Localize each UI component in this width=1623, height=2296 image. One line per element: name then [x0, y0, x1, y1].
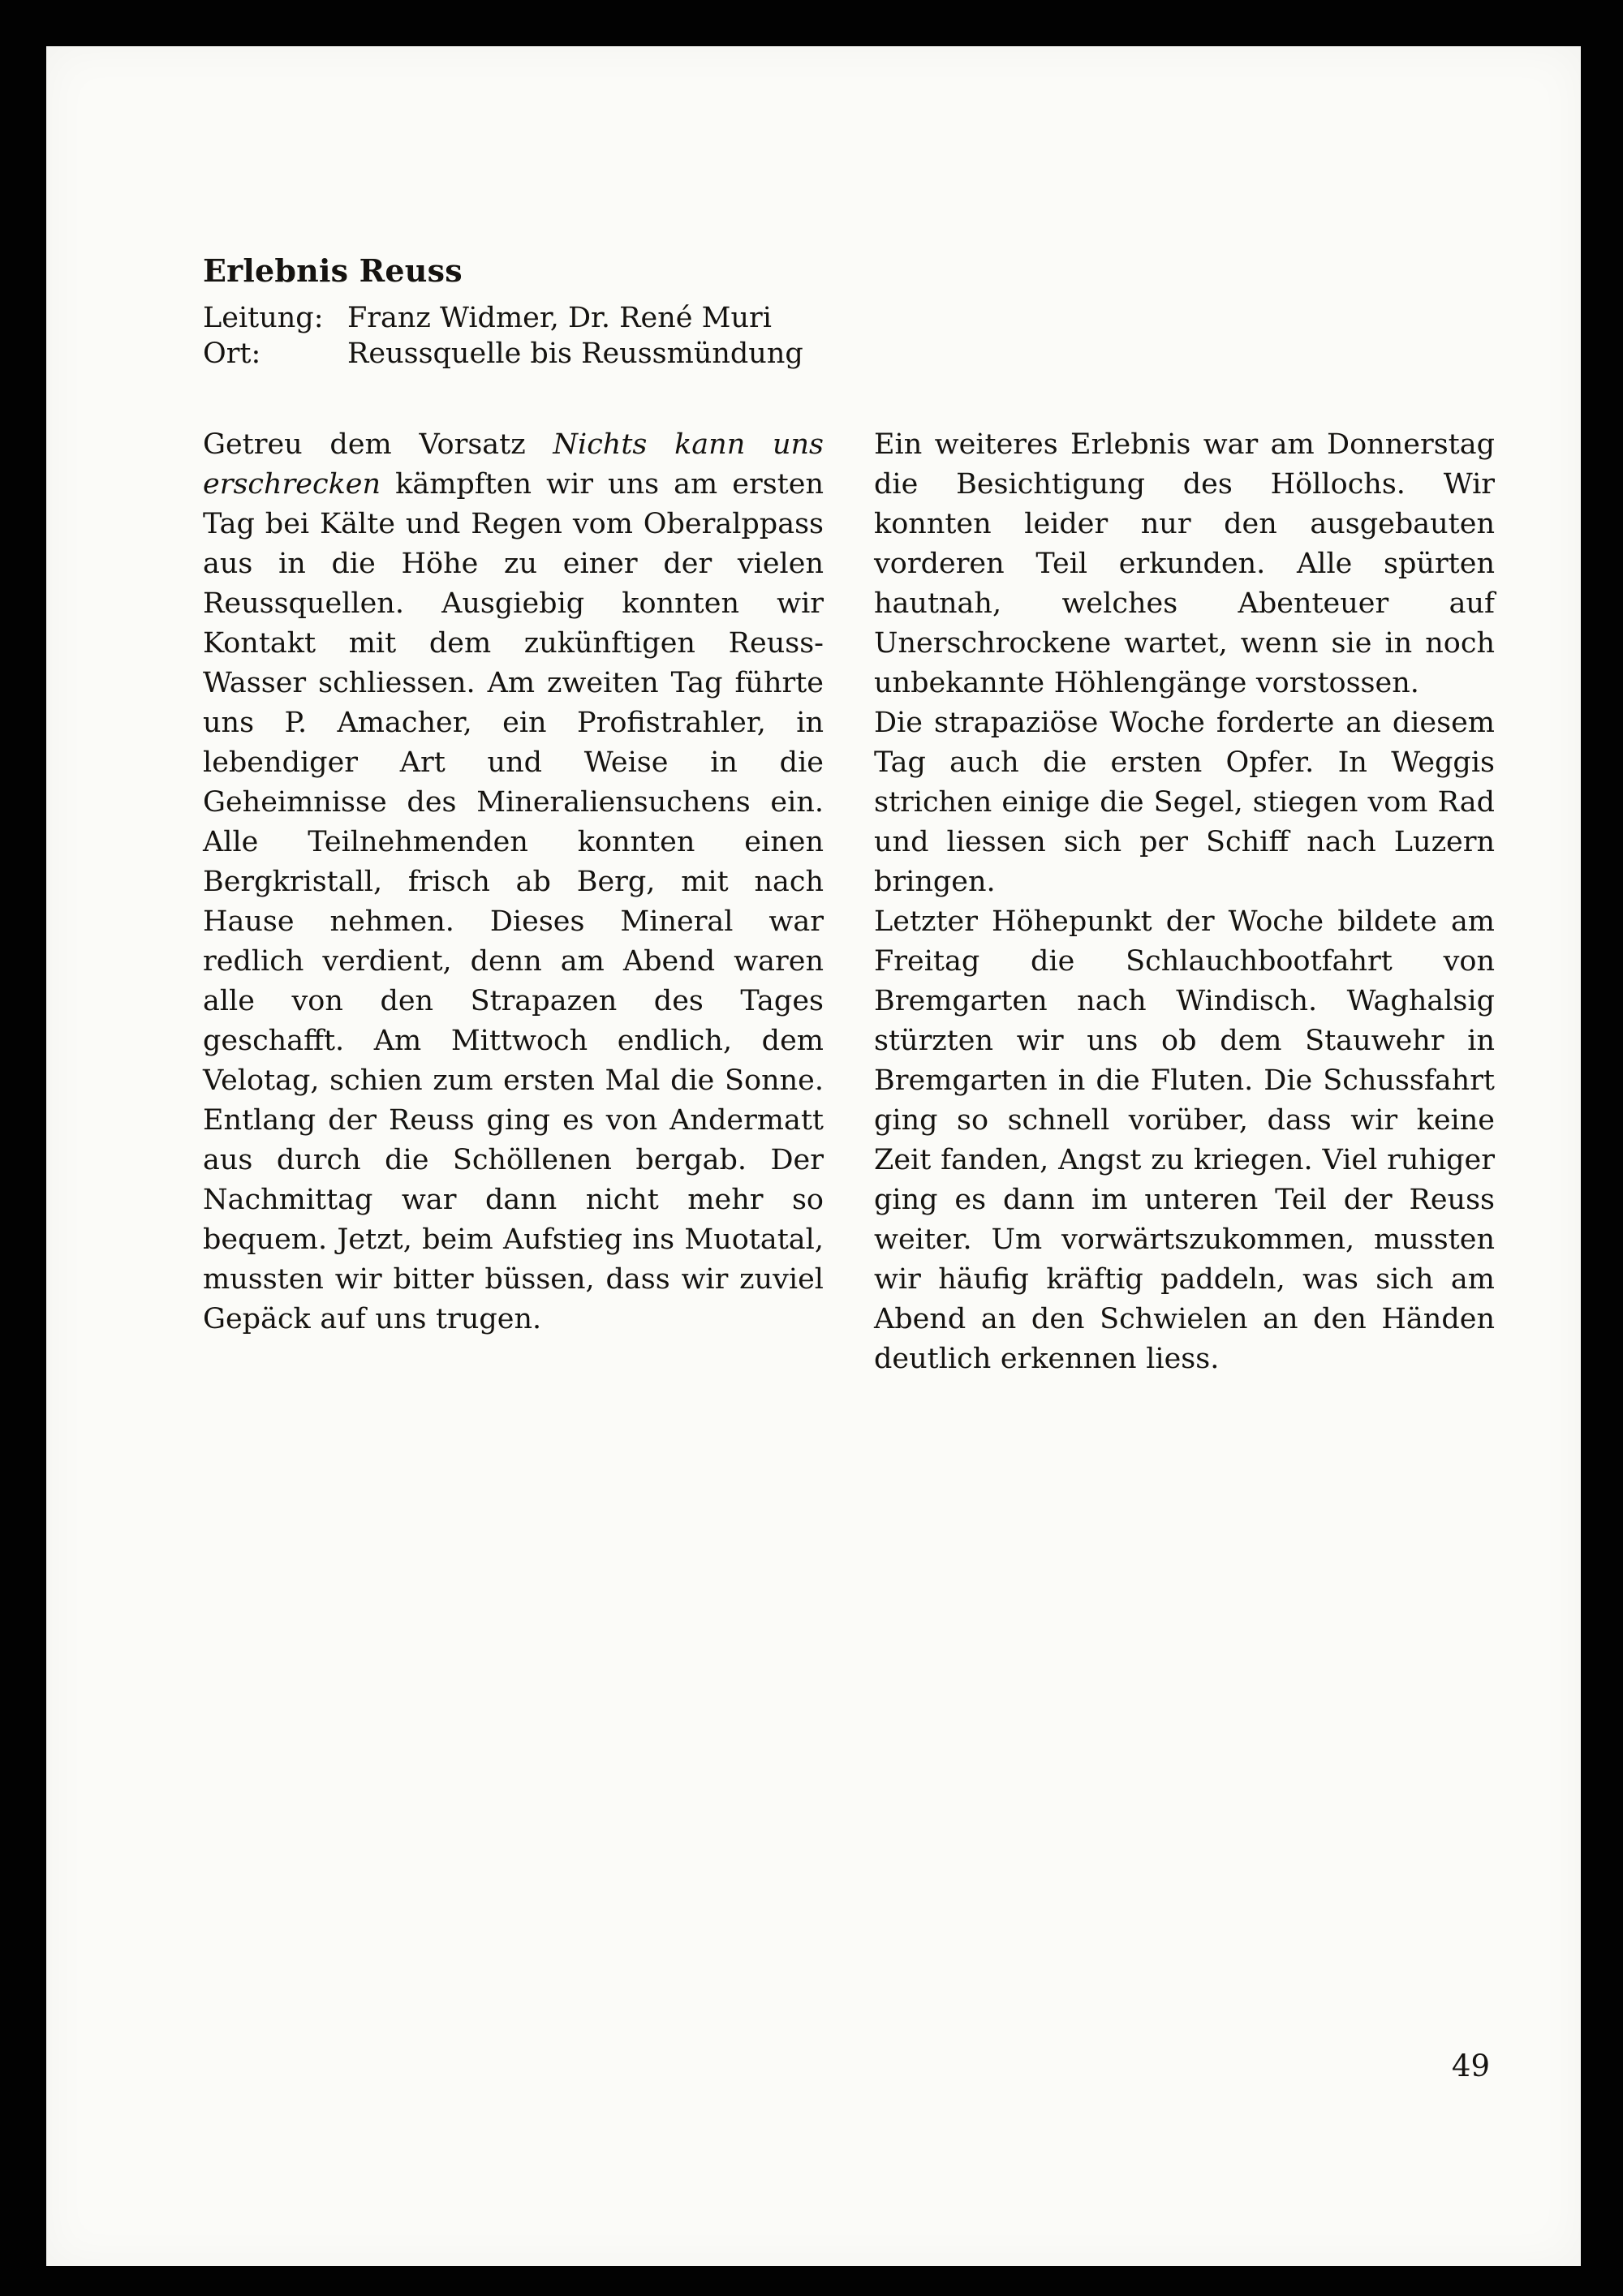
document-page — [46, 46, 1581, 2266]
paragraph-text-after-italic: kämpften wir uns am ersten Tag bei Kälte und Regen vom Oberalppass aus in die Höhe zu einer der vielen Reussquellen. Ausgiebig konnten wir Kontakt mit dem zukünftigen Reuss-Wasser schliessen. Am zweiten Tag führte uns P. Amacher, ein Profistrahler, in lebendiger Art und Weise in die Geheimnisse des Mineraliensuchens ein. Alle Teilnehmenden konnten einen Bergkristall, frisch ab Berg, mit nach Hause nehmen. Dieses Mineral war redlich verdient, denn am Abend waren alle von den Strapazen des Tages geschafft. Am Mittwoch endlich, dem Velotag, schien zum ersten Mal die Sonne. Entlang der Reuss ging es von Andermatt aus durch die Schöllenen bergab. Der Nachmittag war dann nicht mehr so bequem. Jetzt, beim Aufstieg ins Muotatal, mussten wir bitter büssen, dass wir zuviel Gepäck auf uns trugen. — [203, 468, 824, 1335]
text-columns — [203, 425, 1493, 1379]
right-paragraph-2: Die strapaziöse Woche forderte an diesem Tag auch die ersten Opfer. In Weggis strichen einige die Segel, stiegen vom Rad und liessen sich per Schiff nach Luzern bringen. — [874, 707, 1495, 898]
left-paragraph-1 — [203, 425, 824, 1339]
meta-row-ort — [203, 336, 1493, 372]
right-column — [874, 425, 1495, 1379]
article-title: Erlebnis Reuss — [203, 252, 463, 289]
page-content — [46, 46, 1581, 2266]
paragraph-text-before-italic: Getreu dem Vorsatz — [203, 428, 553, 461]
leitung-value: Franz Widmer, Dr. René Muri — [347, 302, 772, 334]
ort-value: Reussquelle bis Reussmündung — [347, 338, 803, 370]
meta-row-leitung — [203, 300, 1493, 336]
right-paragraph-1: Ein weiteres Erlebnis war am Donnerstag die Besichtigung des Höllochs. Wir konnten leider nur den ausgebauten vorderen Teil erkunden. Alle spürten hautnah, welches Abenteuer auf Unerschrockene wartet, wenn sie in noch unbekannte Höhlengänge vorstossen. — [874, 428, 1495, 699]
leitung-label: Leitung: — [203, 302, 324, 334]
page-number: 49 — [1451, 2049, 1490, 2083]
ort-label: Ort: — [203, 338, 261, 370]
right-paragraph-3: Letzter Höhepunkt der Woche bildete am Freitag die Schlauchbootfahrt von Bremgarten nach Windisch. Waghalsig stürzten wir uns ob dem Stauwehr in Bremgarten in die Fluten. Die Schussfahrt ging so schnell vorüber, dass wir keine Zeit fanden, Angst zu kriegen. Viel ruhiger ging es dann im unteren Teil der Reuss weiter. Um vorwärtszukommen, mussten wir häufig kräftig paddeln, was sich am Abend an den Schwielen an den Händen deutlich erkennen liess. — [874, 905, 1495, 1375]
article-header — [203, 253, 1493, 372]
motto-italic-text: Nichts kann uns erschrecken — [203, 428, 824, 501]
left-column — [203, 425, 824, 1379]
